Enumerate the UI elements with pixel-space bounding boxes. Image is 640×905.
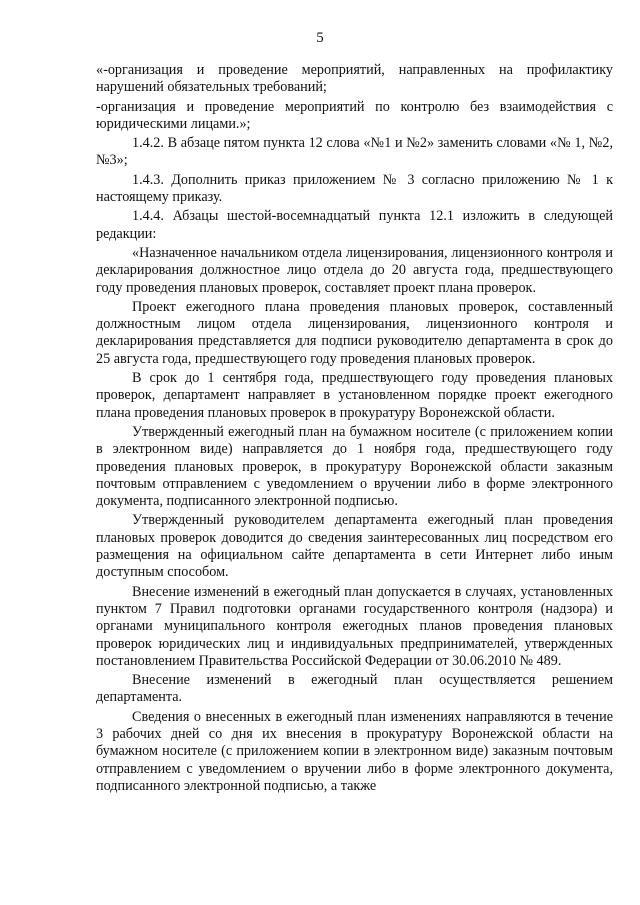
paragraph: В срок до 1 сентября года, предшествующего году проведения плановых проверок, департамент направляет в установленном порядке проект ежегодного плана проведения плановых проверок в прокуратуру Воронежской области. — [96, 370, 613, 421]
paragraph: 1.4.2. В абзаце пятом пункта 12 слова «№1 и №2» заменить словами «№ 1, №2, №3»; — [96, 135, 613, 169]
paragraph: Внесение изменений в ежегодный план допускается в случаях, установленных пунктом 7 Правил подготовки органами государственного контроля (надзора) и органами муниципального контроля ежегодных планов проведения плановых проверок юридических лиц и индивидуальных предпринимателей, утвержденных постановлением Правительства Российской Федерации от 30.06.2010 № 489. — [96, 583, 613, 669]
paragraph: Утвержденный руководителем департамента ежегодный план проведения плановых проверок доводится до сведения заинтересованных лиц посредством его размещения на официальном сайте департамента в сети Интернет либо иным доступным способом. — [96, 512, 613, 581]
page-number: 5 — [316, 30, 324, 46]
paragraph: -организация и проведение мероприятий по контролю без взаимодействия с юридическими лицами.»; — [96, 98, 613, 132]
paragraph: «Назначенное начальником отдела лицензирования, лицензионного контроля и декларирования должностное лицо отдела до 20 августа года, предшествующего году проведения плановых проверок, составляет проект плана проверок. — [96, 244, 613, 296]
paragraph: 1.4.4. Абзацы шестой-восемнадцатый пункта 12.1 изложить в следующей редакции: — [96, 208, 613, 242]
document-body — [96, 62, 613, 797]
paragraph: Внесение изменений в ежегодный план осуществляется решением департамента. — [96, 672, 613, 706]
paragraph: Проект ежегодного плана проведения плановых проверок, составленный должностным лицом отдела лицензирования, лицензионного контроля и декларирования представляется для подписи руководителю департамента в срок до 25 августа года, предшествующего году проведения плановых проверок. — [96, 298, 613, 367]
paragraph: «-организация и проведение мероприятий, направленных на профилактику нарушений обязательных требований; — [96, 62, 613, 96]
paragraph: Сведения о внесенных в ежегодный план изменениях направляются в течение 3 рабочих дней со дня их внесения в прокуратуру Воронежской области на бумажном носителе (с приложением копии в электронном виде) заказным почтовым отправлением с уведомлением о вручении либо в форме электронного документа, подписанного электронной подписью, а также — [96, 708, 613, 794]
paragraph: 1.4.3. Дополнить приказ приложением № 3 согласно приложению № 1 к настоящему приказу. — [96, 171, 613, 206]
paragraph: Утвержденный ежегодный план на бумажном носителе (с приложением копии в электронном виде) направляется до 1 ноября года, предшествующего году проведения плановых проверок, в прокуратуру Воронежской области заказным почтовым отправлением с уведомлением о вручении либо в форме электронного документа, подписанного электронной подписью. — [96, 423, 613, 510]
